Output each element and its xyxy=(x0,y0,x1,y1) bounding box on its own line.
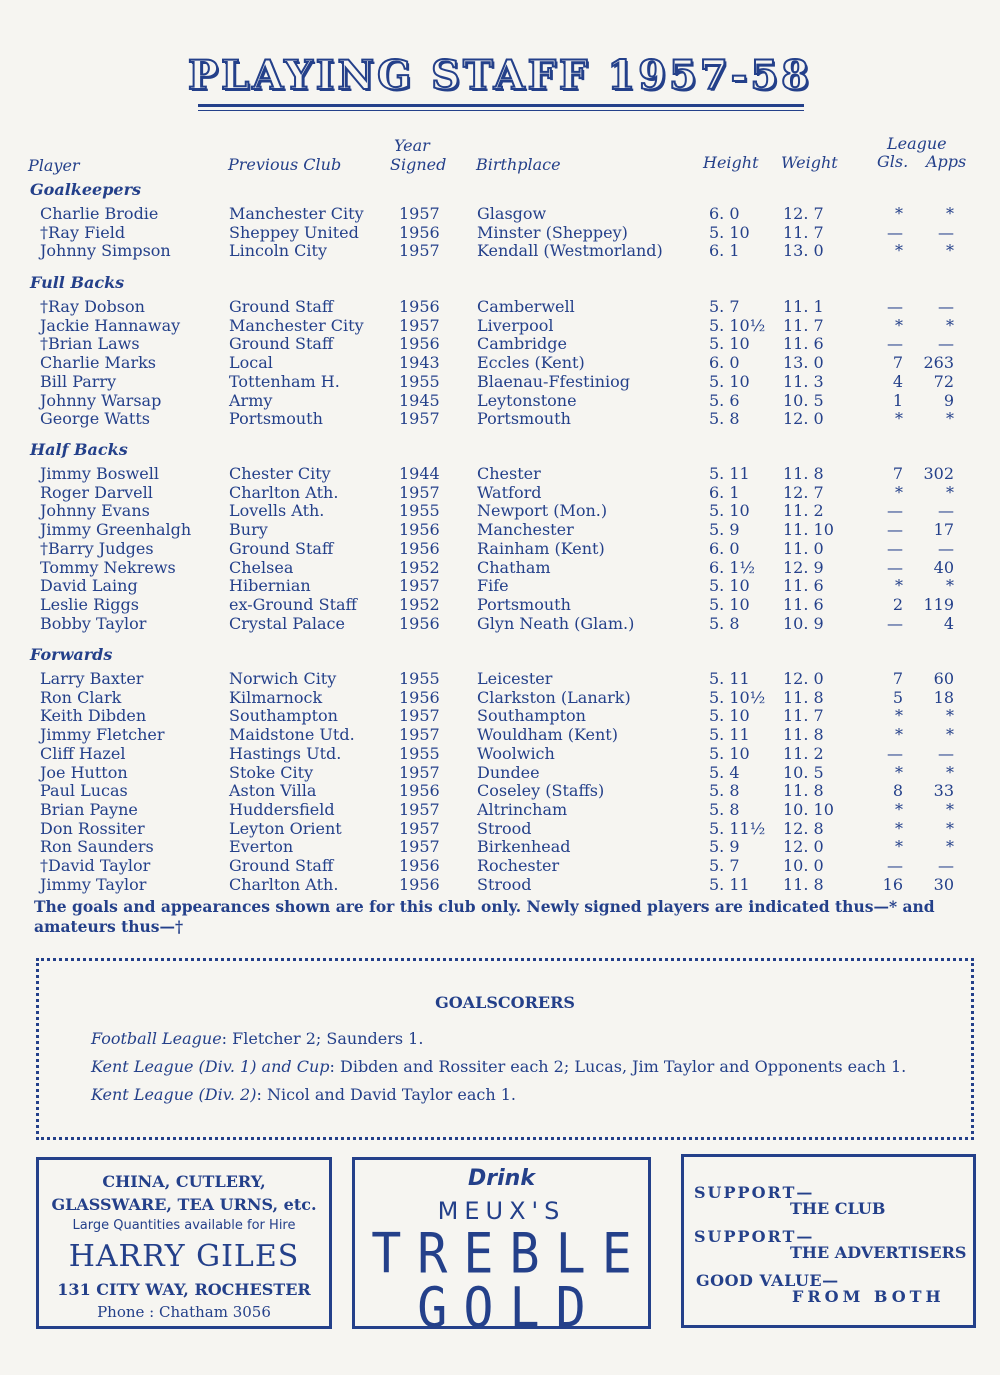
ad-support-line: GOOD VALUE— xyxy=(696,1271,839,1290)
league-apps: 302 xyxy=(923,464,954,483)
goalscorers-line: Football League: Fletcher 2; Saunders 1. xyxy=(91,1029,424,1048)
header-height: Height xyxy=(703,153,759,172)
header-apps: Apps xyxy=(926,152,967,171)
header-previous-club: Previous Club xyxy=(228,155,342,174)
birthplace: Glyn Neath (Glam.) xyxy=(477,613,635,633)
previous-club: Aston Villa xyxy=(229,781,317,801)
height: 6. 0 xyxy=(709,204,740,223)
birthplace: Watford xyxy=(477,482,542,502)
height: 5. 4 xyxy=(709,762,740,782)
league-goals: — xyxy=(887,222,903,242)
year-signed: 1957 xyxy=(399,204,440,223)
player-name: †Ray Dobson xyxy=(40,297,145,316)
height: 5. 11½ xyxy=(709,818,766,838)
height: 5. 10½ xyxy=(709,315,766,335)
goalscorers-title: GOALSCORERS xyxy=(435,993,575,1012)
year-signed: 1956 xyxy=(399,856,440,875)
league-apps: 40 xyxy=(933,557,954,577)
ad-support-line: FROM BOTH xyxy=(792,1287,945,1306)
league-goals: — xyxy=(887,520,903,540)
height: 5. 8 xyxy=(709,781,740,801)
year-signed: 1957 xyxy=(399,409,440,429)
height: 5. 10 xyxy=(709,371,750,391)
weight: 11. 2 xyxy=(783,501,824,521)
league-goals: 7 xyxy=(892,353,903,373)
previous-club: Everton xyxy=(229,837,294,857)
height: 5. 10 xyxy=(709,334,750,354)
previous-club: Hibernian xyxy=(229,576,311,596)
weight: 12. 7 xyxy=(783,482,824,502)
ad-giles-line3: Large Quantities available for Hire xyxy=(72,1218,296,1233)
year-signed: 1957 xyxy=(399,706,440,726)
birthplace: Blaenau-Ffestiniog xyxy=(477,371,630,391)
footnote: The goals and appearances shown are for this club only. Newly signed players are indicated thus—* and amateurs thus—† xyxy=(34,897,935,936)
birthplace: Clarkston (Lanark) xyxy=(477,687,631,707)
weight: 10. 5 xyxy=(783,390,824,410)
header-birthplace: Birthplace xyxy=(476,155,561,174)
birthplace: Dundee xyxy=(477,762,540,782)
previous-club: Chester City xyxy=(229,464,331,483)
ad-meux-treble-gold xyxy=(352,1157,651,1340)
birthplace: Birkenhead xyxy=(477,837,571,857)
weight: 12. 0 xyxy=(783,409,824,429)
header-gls: Gls. xyxy=(877,152,909,171)
league-apps: * xyxy=(946,315,954,335)
weight: 11. 6 xyxy=(783,334,824,354)
league-goals: 16 xyxy=(882,874,903,894)
weight: 10. 9 xyxy=(783,613,824,633)
previous-club: Sheppey United xyxy=(229,222,359,242)
league-apps: 263 xyxy=(923,353,954,373)
birthplace: Portsmouth xyxy=(477,409,571,429)
player-name: Johnny Warsap xyxy=(40,390,162,410)
year-signed: 1955 xyxy=(399,743,440,763)
page-title: PLAYING STAFF 1957-58 xyxy=(188,52,812,99)
player-name: Roger Darvell xyxy=(40,482,153,502)
league-apps: 119 xyxy=(923,594,954,614)
year-signed: 1957 xyxy=(399,837,440,857)
ad-support-line: THE CLUB xyxy=(790,1199,886,1218)
birthplace: Chatham xyxy=(477,557,551,577)
league-apps: — xyxy=(938,538,954,558)
player-name: Jackie Hannaway xyxy=(40,315,181,335)
height: 5. 8 xyxy=(709,409,740,429)
weight: 11. 8 xyxy=(783,725,824,745)
birthplace: Liverpool xyxy=(477,315,554,335)
height: 5. 11 xyxy=(709,725,750,745)
year-signed: 1955 xyxy=(399,501,440,521)
ad-giles-phone: Phone : Chatham 3056 xyxy=(97,1303,271,1321)
birthplace: Rochester xyxy=(477,856,560,875)
year-signed: 1956 xyxy=(399,781,440,801)
player-name: Johnny Simpson xyxy=(40,241,171,261)
previous-club: Portsmouth xyxy=(229,409,323,429)
height: 5. 10 xyxy=(709,501,750,521)
league-goals: * xyxy=(895,241,903,261)
league-goals: 8 xyxy=(892,781,903,801)
ad-giles-address: 131 CITY WAY, ROCHESTER xyxy=(57,1280,311,1299)
year-signed: 1955 xyxy=(399,669,440,688)
previous-club: Leyton Orient xyxy=(229,818,342,838)
player-name: Brian Payne xyxy=(40,799,138,819)
player-name: David Laing xyxy=(40,576,138,596)
previous-club: ex-Ground Staff xyxy=(229,594,357,614)
player-name: Johnny Evans xyxy=(40,501,150,521)
league-apps: * xyxy=(946,409,954,429)
previous-club: Lovells Ath. xyxy=(229,501,325,521)
player-name: Paul Lucas xyxy=(40,781,128,801)
league-goals: — xyxy=(887,856,903,875)
previous-club: Ground Staff xyxy=(229,297,334,316)
league-goals: * xyxy=(895,725,903,745)
year-signed: 1957 xyxy=(399,315,440,335)
ad-support-line: SUPPORT— xyxy=(694,1227,815,1246)
weight: 10. 0 xyxy=(783,856,824,875)
league-apps: — xyxy=(938,297,954,316)
birthplace: Wouldham (Kent) xyxy=(477,725,618,745)
league-apps: — xyxy=(938,501,954,521)
height: 5. 10 xyxy=(709,706,750,726)
player-name: Jimmy Boswell xyxy=(40,464,159,483)
league-apps: — xyxy=(938,334,954,354)
header-year: Year xyxy=(394,136,430,155)
birthplace: Manchester xyxy=(477,520,574,540)
height: 6. 1½ xyxy=(709,557,756,577)
ad-giles-line1: CHINA, CUTLERY, xyxy=(102,1172,266,1191)
league-apps: — xyxy=(938,222,954,242)
previous-club: Ground Staff xyxy=(229,538,334,558)
ad-harry-giles xyxy=(36,1157,332,1329)
birthplace: Strood xyxy=(477,818,532,838)
year-signed: 1956 xyxy=(399,297,440,316)
height: 5. 11 xyxy=(709,669,750,688)
player-name: Jimmy Greenhalgh xyxy=(40,520,192,540)
birthplace: Woolwich xyxy=(477,743,555,763)
title-underline-thin xyxy=(198,110,804,111)
league-goals: * xyxy=(895,315,903,335)
goalscorers-line: Kent League (Div. 2): Nicol and David Taylor each 1. xyxy=(91,1085,516,1104)
previous-club: Ground Staff xyxy=(229,334,334,354)
year-signed: 1957 xyxy=(399,241,440,261)
height: 6. 1 xyxy=(709,482,740,502)
year-signed: 1956 xyxy=(399,874,440,894)
player-name: Tommy Nekrews xyxy=(40,557,176,577)
league-apps: * xyxy=(946,818,954,838)
ad-meux-brand: MEUX'S xyxy=(437,1197,566,1225)
year-signed: 1957 xyxy=(399,762,440,782)
birthplace: Leytonstone xyxy=(477,390,577,410)
section-heading: Forwards xyxy=(30,645,113,664)
height: 5. 7 xyxy=(709,856,740,875)
birthplace: Portsmouth xyxy=(477,594,571,614)
player-name: Bill Parry xyxy=(40,371,117,391)
height: 5. 9 xyxy=(709,837,740,857)
year-signed: 1956 xyxy=(399,613,440,633)
league-goals: — xyxy=(887,538,903,558)
weight: 11. 7 xyxy=(783,315,824,335)
previous-club: Huddersfield xyxy=(229,799,335,819)
weight: 13. 0 xyxy=(783,353,824,373)
previous-club: Hastings Utd. xyxy=(229,743,342,763)
league-apps: 30 xyxy=(933,874,954,894)
league-apps: * xyxy=(946,204,954,223)
year-signed: 1957 xyxy=(399,725,440,745)
birthplace: Southampton xyxy=(477,706,586,726)
previous-club: Manchester City xyxy=(229,204,364,223)
previous-club: Local xyxy=(229,353,273,373)
previous-club: Charlton Ath. xyxy=(229,482,339,502)
league-goals: * xyxy=(895,818,903,838)
player-name: †Barry Judges xyxy=(40,538,154,558)
height: 5. 10 xyxy=(709,222,750,242)
weight: 11. 6 xyxy=(783,576,824,596)
weight: 12. 7 xyxy=(783,204,824,223)
weight: 10. 10 xyxy=(783,799,834,819)
league-apps: — xyxy=(938,856,954,875)
birthplace: Cambridge xyxy=(477,334,567,354)
height: 5. 9 xyxy=(709,520,740,540)
player-name: Larry Baxter xyxy=(40,669,144,688)
birthplace: Minster (Sheppey) xyxy=(477,222,628,242)
player-name: Leslie Riggs xyxy=(40,594,139,614)
year-signed: 1956 xyxy=(399,222,440,242)
ad-support-line: THE ADVERTISERS xyxy=(790,1243,967,1262)
player-name: Joe Hutton xyxy=(40,762,128,782)
weight: 12. 0 xyxy=(783,837,824,857)
birthplace: Strood xyxy=(477,874,532,894)
year-signed: 1944 xyxy=(399,464,440,483)
league-apps: 4 xyxy=(943,613,954,633)
year-signed: 1957 xyxy=(399,818,440,838)
previous-club: Chelsea xyxy=(229,557,294,577)
section-heading: Half Backs xyxy=(30,440,128,459)
player-name: †Ray Field xyxy=(40,222,126,242)
league-goals: 7 xyxy=(892,669,903,688)
previous-club: Manchester City xyxy=(229,315,364,335)
height: 5. 11 xyxy=(709,874,750,894)
year-signed: 1956 xyxy=(399,538,440,558)
weight: 11. 8 xyxy=(783,687,824,707)
player-name: Keith Dibden xyxy=(40,706,147,726)
title-underline xyxy=(198,104,804,107)
weight: 11. 7 xyxy=(783,222,824,242)
year-signed: 1952 xyxy=(399,594,440,614)
weight: 11. 0 xyxy=(783,538,824,558)
year-signed: 1956 xyxy=(399,334,440,354)
league-goals: * xyxy=(895,576,903,596)
league-apps: 17 xyxy=(933,520,954,540)
section-heading: Full Backs xyxy=(30,273,125,292)
league-goals: * xyxy=(895,204,903,223)
birthplace: Fife xyxy=(477,576,509,596)
height: 5. 6 xyxy=(709,390,740,410)
player-name: George Watts xyxy=(40,409,150,429)
league-goals: * xyxy=(895,706,903,726)
ad-meux-gold: GOLD xyxy=(417,1276,602,1340)
league-goals: 7 xyxy=(892,464,903,483)
league-apps: * xyxy=(946,837,954,857)
header-league: League xyxy=(887,134,947,153)
previous-club: Crystal Palace xyxy=(229,613,345,633)
weight: 11. 7 xyxy=(783,706,824,726)
birthplace: Camberwell xyxy=(477,297,575,316)
weight: 11. 8 xyxy=(783,464,824,483)
player-name: Ron Clark xyxy=(40,687,122,707)
league-goals: * xyxy=(895,409,903,429)
height: 5. 10 xyxy=(709,594,750,614)
birthplace: Eccles (Kent) xyxy=(477,353,585,373)
year-signed: 1957 xyxy=(399,576,440,596)
header-player: Player xyxy=(28,156,80,175)
league-goals: * xyxy=(895,799,903,819)
league-goals: — xyxy=(887,297,903,316)
league-goals: * xyxy=(895,762,903,782)
ad-meux-drink: Drink xyxy=(468,1166,535,1191)
weight: 11. 8 xyxy=(783,781,824,801)
league-goals: * xyxy=(895,482,903,502)
league-goals: 1 xyxy=(892,390,903,410)
weight: 10. 5 xyxy=(783,762,824,782)
player-name: Bobby Taylor xyxy=(40,613,147,633)
weight: 12. 0 xyxy=(783,669,824,688)
league-apps: * xyxy=(946,762,954,782)
league-apps: * xyxy=(946,725,954,745)
player-name: Cliff Hazel xyxy=(40,743,126,763)
year-signed: 1956 xyxy=(399,687,440,707)
birthplace: Leicester xyxy=(477,669,553,688)
league-apps: — xyxy=(938,743,954,763)
header-signed: Signed xyxy=(390,155,447,174)
previous-club: Lincoln City xyxy=(229,241,327,261)
birthplace: Altrincham xyxy=(477,799,568,819)
league-goals: 5 xyxy=(892,687,903,707)
year-signed: 1957 xyxy=(399,482,440,502)
birthplace: Newport (Mon.) xyxy=(477,501,608,521)
league-goals: * xyxy=(895,837,903,857)
ad-giles-name: HARRY GILES xyxy=(68,1239,300,1274)
height: 5. 10 xyxy=(709,576,750,596)
weight: 11. 3 xyxy=(783,371,824,391)
previous-club: Norwich City xyxy=(229,669,337,688)
previous-club: Tottenham H. xyxy=(229,371,340,391)
player-name: Jimmy Fletcher xyxy=(40,725,165,745)
league-goals: 2 xyxy=(892,594,903,614)
league-apps: 72 xyxy=(933,371,954,391)
height: 5. 7 xyxy=(709,297,740,316)
league-apps: 33 xyxy=(933,781,954,801)
header-weight: Weight xyxy=(781,153,838,172)
previous-club: Charlton Ath. xyxy=(229,874,339,894)
height: 6. 0 xyxy=(709,538,740,558)
height: 5. 8 xyxy=(709,613,740,633)
height: 6. 1 xyxy=(709,241,740,261)
birthplace: Kendall (Westmorland) xyxy=(477,241,663,261)
league-goals: — xyxy=(887,557,903,577)
ad-meux-treble: TREBLE xyxy=(371,1222,648,1286)
league-goals: 4 xyxy=(892,371,903,391)
league-apps: * xyxy=(946,799,954,819)
goalscorers-box xyxy=(36,958,974,1140)
birthplace: Coseley (Staffs) xyxy=(477,781,605,801)
height: 6. 0 xyxy=(709,353,740,373)
weight: 11. 1 xyxy=(783,297,824,316)
player-name: Charlie Brodie xyxy=(40,204,159,223)
year-signed: 1957 xyxy=(399,799,440,819)
league-apps: 60 xyxy=(933,669,954,688)
league-goals: — xyxy=(887,334,903,354)
player-name: Don Rossiter xyxy=(40,818,145,838)
birthplace: Chester xyxy=(477,464,541,483)
league-goals: — xyxy=(887,743,903,763)
player-name: Jimmy Taylor xyxy=(40,874,147,894)
ad-support xyxy=(681,1154,976,1328)
weight: 11. 2 xyxy=(783,743,824,763)
weight: 11. 8 xyxy=(783,874,824,894)
previous-club: Ground Staff xyxy=(229,856,334,875)
league-goals: — xyxy=(887,501,903,521)
player-name: Charlie Marks xyxy=(40,353,156,373)
previous-club: Bury xyxy=(229,520,268,540)
birthplace: Rainham (Kent) xyxy=(477,538,605,558)
previous-club: Army xyxy=(229,390,273,410)
league-apps: 9 xyxy=(943,390,954,410)
league-apps: * xyxy=(946,241,954,261)
year-signed: 1956 xyxy=(399,520,440,540)
height: 5. 8 xyxy=(709,799,740,819)
year-signed: 1945 xyxy=(399,390,440,410)
previous-club: Maidstone Utd. xyxy=(229,725,355,745)
year-signed: 1955 xyxy=(399,371,440,391)
league-apps: 18 xyxy=(933,687,954,707)
league-goals: — xyxy=(887,613,903,633)
weight: 11. 6 xyxy=(783,594,824,614)
league-apps: * xyxy=(946,482,954,502)
previous-club: Stoke City xyxy=(229,762,314,782)
league-apps: * xyxy=(946,576,954,596)
player-name: †David Taylor xyxy=(40,856,151,875)
section-heading: Goalkeepers xyxy=(30,180,142,199)
weight: 13. 0 xyxy=(783,241,824,261)
year-signed: 1943 xyxy=(399,353,440,373)
height: 5. 11 xyxy=(709,464,750,483)
weight: 11. 10 xyxy=(783,520,834,540)
player-name: Ron Saunders xyxy=(40,837,154,857)
birthplace: Glasgow xyxy=(477,204,547,223)
goalscorers-line: Kent League (Div. 1) and Cup: Dibden and Rossiter each 2; Lucas, Jim Taylor and Opponents each 1. xyxy=(91,1057,907,1076)
league-apps: * xyxy=(946,706,954,726)
weight: 12. 9 xyxy=(783,557,824,577)
previous-club: Kilmarnock xyxy=(229,687,323,707)
height: 5. 10½ xyxy=(709,687,766,707)
weight: 12. 8 xyxy=(783,818,824,838)
ad-support-line: SUPPORT— xyxy=(694,1183,815,1202)
ad-giles-line2: GLASSWARE, TEA URNS, etc. xyxy=(51,1195,317,1214)
height: 5. 10 xyxy=(709,743,750,763)
year-signed: 1952 xyxy=(399,557,440,577)
player-name: †Brian Laws xyxy=(40,334,140,354)
previous-club: Southampton xyxy=(229,706,338,726)
